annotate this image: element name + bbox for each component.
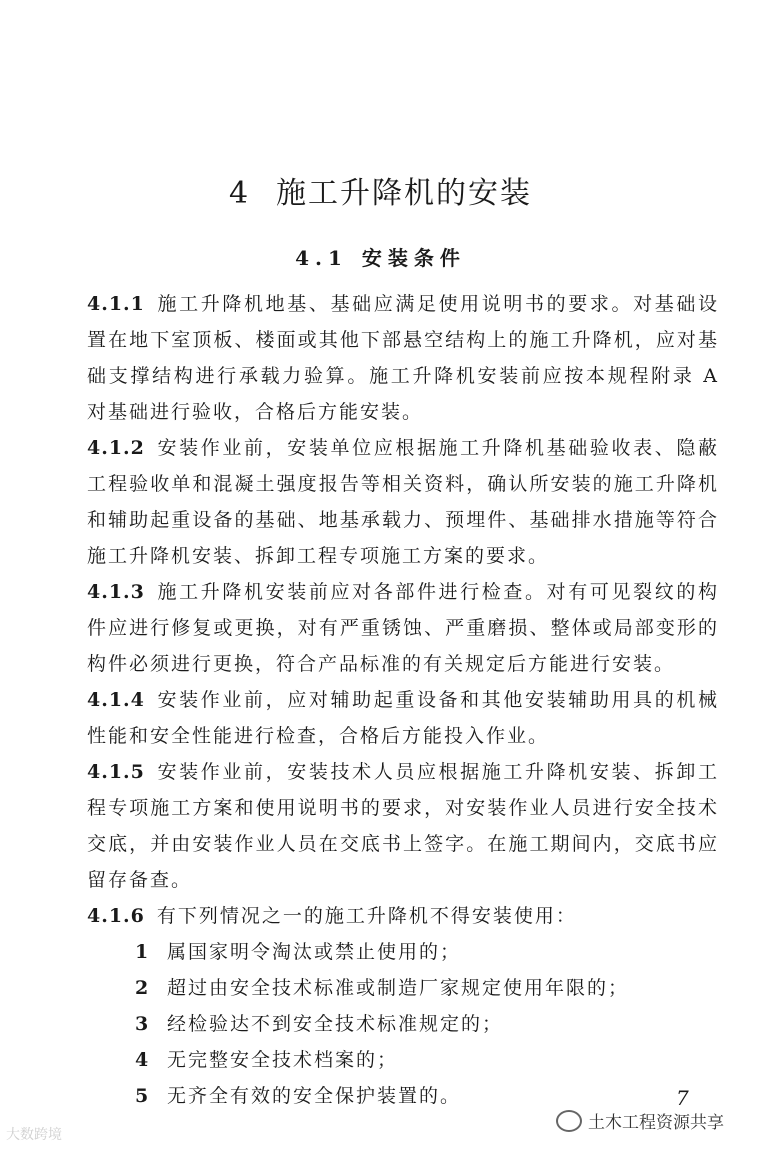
section-number: 4.1	[295, 246, 348, 270]
clause-text: 安装作业前，安装单位应根据施工升降机基础验收表、隐蔽工程验收单和混凝土强度报告等相关资料，确认所安装的施工升降机和辅助起重设备的基础、地基承载力、预埋件、基础排水措施等符合施工升降机安装、拆卸工程专项施工方案的要求。	[87, 437, 719, 567]
document-body	[87, 286, 719, 1114]
list-item	[87, 1006, 719, 1042]
clause-text: 施工升降机地基、基础应满足使用说明书的要求。对基础设置在地下室顶板、楼面或其他下部悬空结构上的施工升降机，应对基础支撑结构进行承载力验算。施工升降机安装前应按本规程附录 A 对基础进行验收，合格后方能安装。	[87, 293, 719, 423]
clause-text: 安装作业前，应对辅助起重设备和其他安装辅助用具的机械性能和安全性能进行检查，合格后方能投入作业。	[87, 689, 719, 747]
clause-4-1-3	[87, 574, 719, 682]
list-item-number: 2	[135, 977, 151, 999]
list-item-text: 经检验达不到安全技术标准规定的；	[167, 1013, 504, 1035]
clause-4-1-5	[87, 754, 719, 898]
clause-text: 安装作业前，安装技术人员应根据施工升降机安装、拆卸工程专项施工方案和使用说明书的要求，对安装作业人员进行安全技术交底，并由安装作业人员在交底书上签字。在施工期间内，交底书应留存备查。	[87, 761, 719, 891]
clause-number: 4.1.5	[87, 761, 145, 783]
clause-4-1-1	[87, 286, 719, 430]
clause-number: 4.1.3	[87, 581, 145, 603]
list-item-text: 超过由安全技术标准或制造厂家规定使用年限的；	[167, 977, 630, 999]
prohibition-list	[87, 934, 719, 1114]
clause-number: 4.1.4	[87, 689, 145, 711]
list-item-number: 1	[135, 941, 151, 963]
clause-text: 施工升降机安装前应对各部件进行检查。对有可见裂纹的构件应进行修复或更换，对有严重锈蚀、严重磨损、整体或局部变形的构件必须进行更换，符合产品标准的有关规定后方能进行安装。	[87, 581, 719, 675]
list-item-number: 5	[135, 1085, 151, 1107]
page-number: 7	[676, 1086, 689, 1110]
section-title-text: 安装条件	[361, 246, 466, 270]
list-item-number: 3	[135, 1013, 151, 1035]
list-item-text: 属国家明令淘汰或禁止使用的；	[167, 941, 462, 963]
wechat-icon	[556, 1110, 582, 1132]
list-item-number: 4	[135, 1049, 151, 1071]
chapter-number: 4	[228, 176, 251, 211]
chapter-title	[0, 168, 761, 212]
clause-4-1-6	[87, 898, 719, 934]
clause-text: 有下列情况之一的施工升降机不得安装使用：	[156, 905, 577, 927]
list-item-text: 无齐全有效的安全保护装置的。	[167, 1085, 462, 1107]
list-item	[87, 970, 719, 1006]
clause-number: 4.1.1	[87, 293, 145, 315]
watermark-logo: 大数跨境	[6, 1127, 62, 1143]
clause-number: 4.1.6	[87, 905, 145, 927]
clause-number: 4.1.2	[87, 437, 145, 459]
clause-4-1-4	[87, 682, 719, 754]
section-title	[0, 242, 761, 271]
clause-4-1-2	[87, 430, 719, 574]
list-item-text: 无完整安全技术档案的；	[167, 1049, 399, 1071]
chapter-title-text: 施工升降机的安装	[276, 176, 533, 211]
list-item	[87, 1042, 719, 1078]
watermark-wechat	[556, 1108, 724, 1133]
watermark-text: 土木工程资源共享	[588, 1113, 724, 1133]
list-item	[87, 934, 719, 970]
